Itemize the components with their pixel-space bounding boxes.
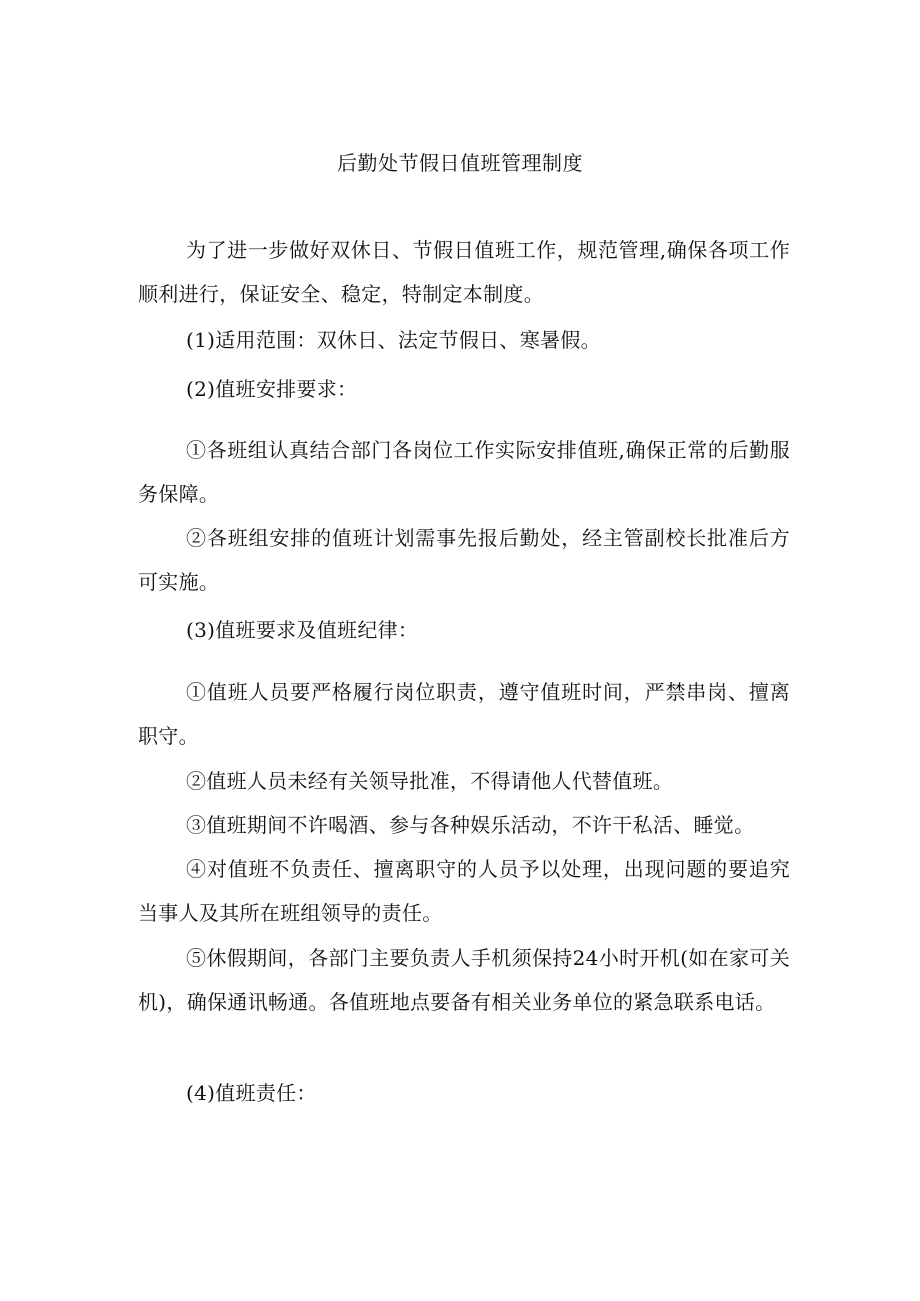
paragraph-discipline-1: ①值班人员要严格履行岗位职责，遵守值班时间，严禁串岗、擅离职守。 (138, 680, 790, 748)
paragraph-arrangement-heading: (2)值班安排要求： (186, 377, 358, 401)
document-title: 后勤处节假日值班管理制度 (337, 151, 583, 175)
paragraph-responsibility-heading: (4)值班责任： (186, 1081, 317, 1105)
paragraph-arrangement-2: ②各班组安排的值班计划需事先报后勤处，经主管副校长批准后方可实施。 (138, 526, 790, 594)
paragraph-discipline-4: ④对值班不负责任、擅离职守的人员予以处理，出现问题的要追究当事人及其所在班组领导的责任。 (138, 857, 790, 925)
paragraph-scope: (1)适用范围：双休日、法定节假日、寒暑假。 (186, 328, 601, 352)
paragraph-discipline-heading: (3)值班要求及值班纪律： (186, 618, 419, 642)
paragraph-discipline-5: ⑤休假期间，各部门主要负责人手机须保持24小时开机(如在家可关机)，确保通讯畅通。各值班地点要备有相关业务单位的紧急联系电话。 (138, 946, 790, 1014)
paragraph-discipline-3: ③值班期间不许喝酒、参与各种娱乐活动，不许干私活、睡觉。 (186, 813, 755, 837)
paragraph-intro: 为了进一步做好双休日、节假日值班工作，规范管理,确保各项工作顺利进行，保证安全、稳定，特制定本制度。 (138, 238, 790, 306)
paragraph-discipline-2: ②值班人员未经有关领导批准，不得请他人代替值班。 (186, 769, 674, 793)
paragraph-arrangement-1: ①各班组认真结合部门各岗位工作实际安排值班,确保正常的后勤服务保障。 (138, 438, 790, 506)
